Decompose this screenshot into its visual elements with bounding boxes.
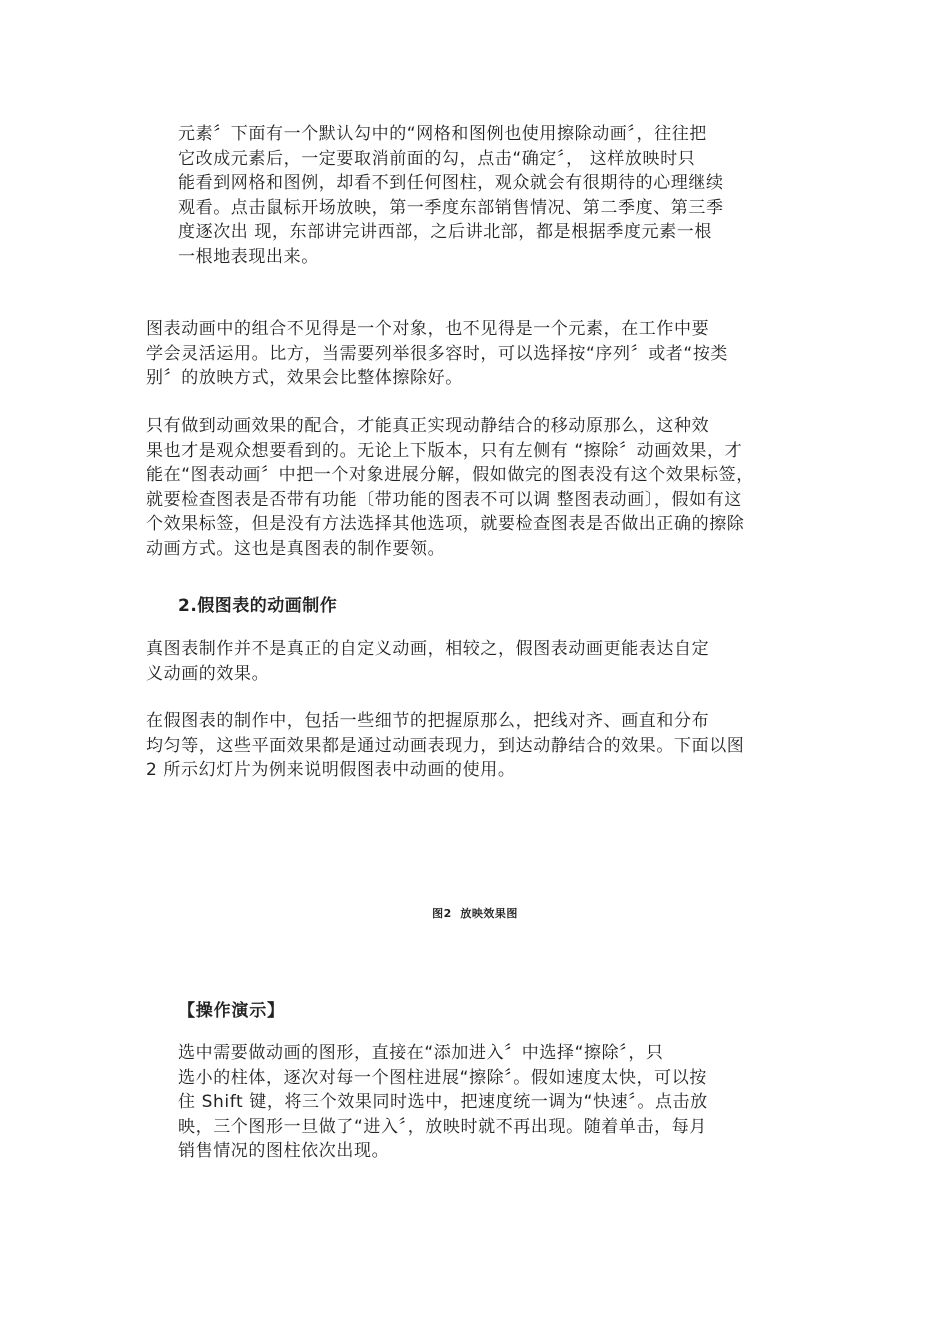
paragraph-fake-chart-intro (146, 637, 806, 686)
paragraph-fake-chart-details (146, 709, 806, 783)
text-line: 住 Shift 键，将三个效果同时选中，把速度统一调为“快速〞。点击放 (178, 1092, 708, 1112)
text-line: 动画方式。这也是真图表的制作要领。 (146, 538, 446, 559)
text-line: 元素〞下面有一个默认勾中的“网格和图例也使用擦除动画〞，往往把 (178, 124, 707, 144)
text-line: 观看。点击鼠标开场放映，第一季度东部销售情况、第二季度、第三季 (178, 197, 724, 218)
text-line: 一根地表现出来。 (178, 246, 319, 267)
demo-heading: 【操作演示】 (178, 1001, 285, 1021)
text-line: 映，三个图形一旦做了“进入〞，放映时就不再出现。随着单击，每月 (178, 1116, 707, 1137)
paragraph-demo-steps (178, 1041, 778, 1164)
text-line: 选小的柱体，逐次对每一个图柱进展“擦除〞。假如速度太快，可以按 (178, 1067, 707, 1088)
text-line: 均匀等，这些平面效果都是通过动画表现力，到达动静结合的效果。下面以图 (146, 735, 745, 756)
text-line: 义动画的效果。 (146, 663, 270, 684)
section-heading: 2.假图表的动画制作 (178, 596, 338, 616)
text-line: 学会灵活运用。比方，当需要列举很多容时，可以选择按“序列〞或者“按类 (146, 343, 729, 364)
paragraph-chart-wipe-settings (178, 122, 778, 269)
text-line: 度逐次出 现，东部讲完讲西部，之后讲北部，都是根据季度元素一根 (178, 222, 713, 242)
text-line: 能在“图表动画〞中把一个对象进展分解，假如做完的图表没有这个效果标签， (146, 465, 754, 485)
text-line: 2 所示幻灯片为例来说明假图表中动画的使用。 (146, 760, 516, 780)
text-line: 真图表制作并不是真正的自定义动画，相较之，假图表动画更能表达自定 (146, 639, 710, 659)
text-line: 在假图表的制作中，包括一些细节的把握原那么，把线对齐、画直和分布 (146, 711, 710, 731)
text-line: 个效果标签，但是没有方法选择其他选项，就要检查图表是否做出正确的擦除 (146, 514, 745, 534)
figure-caption: 图2 放映效果图 (432, 907, 518, 920)
text-line: 果也才是观众想要看到的。无论上下版本，只有左侧有 “擦除〞动画效果，才 (146, 440, 743, 461)
text-line: 选中需要做动画的图形，直接在“添加进入〞中选择“擦除〞，只 (178, 1043, 664, 1063)
text-line: 能看到网格和图例，却看不到任何图柱，观众就会有很期待的心理继续 (178, 173, 724, 193)
paragraph-animation-coordination (146, 414, 806, 561)
paragraph-chart-animation-grouping (146, 317, 806, 391)
text-line: 它改成元素后，一定要取消前面的勾，点击“确定〞， 这样放映时只 (178, 148, 696, 169)
text-line: 销售情况的图柱依次出现。 (178, 1141, 390, 1161)
text-line: 就要检查图表是否带有功能〔带功能的图表不可以调 整图表动画〕，假如有这 (146, 489, 742, 510)
text-line: 只有做到动画效果的配合，才能真正实现动静结合的移动原那么，这种效 (146, 416, 710, 436)
text-line: 别〞的放映方式，效果会比整体擦除好。 (146, 368, 463, 388)
text-line: 图表动画中的组合不见得是一个对象，也不见得是一个元素，在工作中要 (146, 319, 710, 339)
